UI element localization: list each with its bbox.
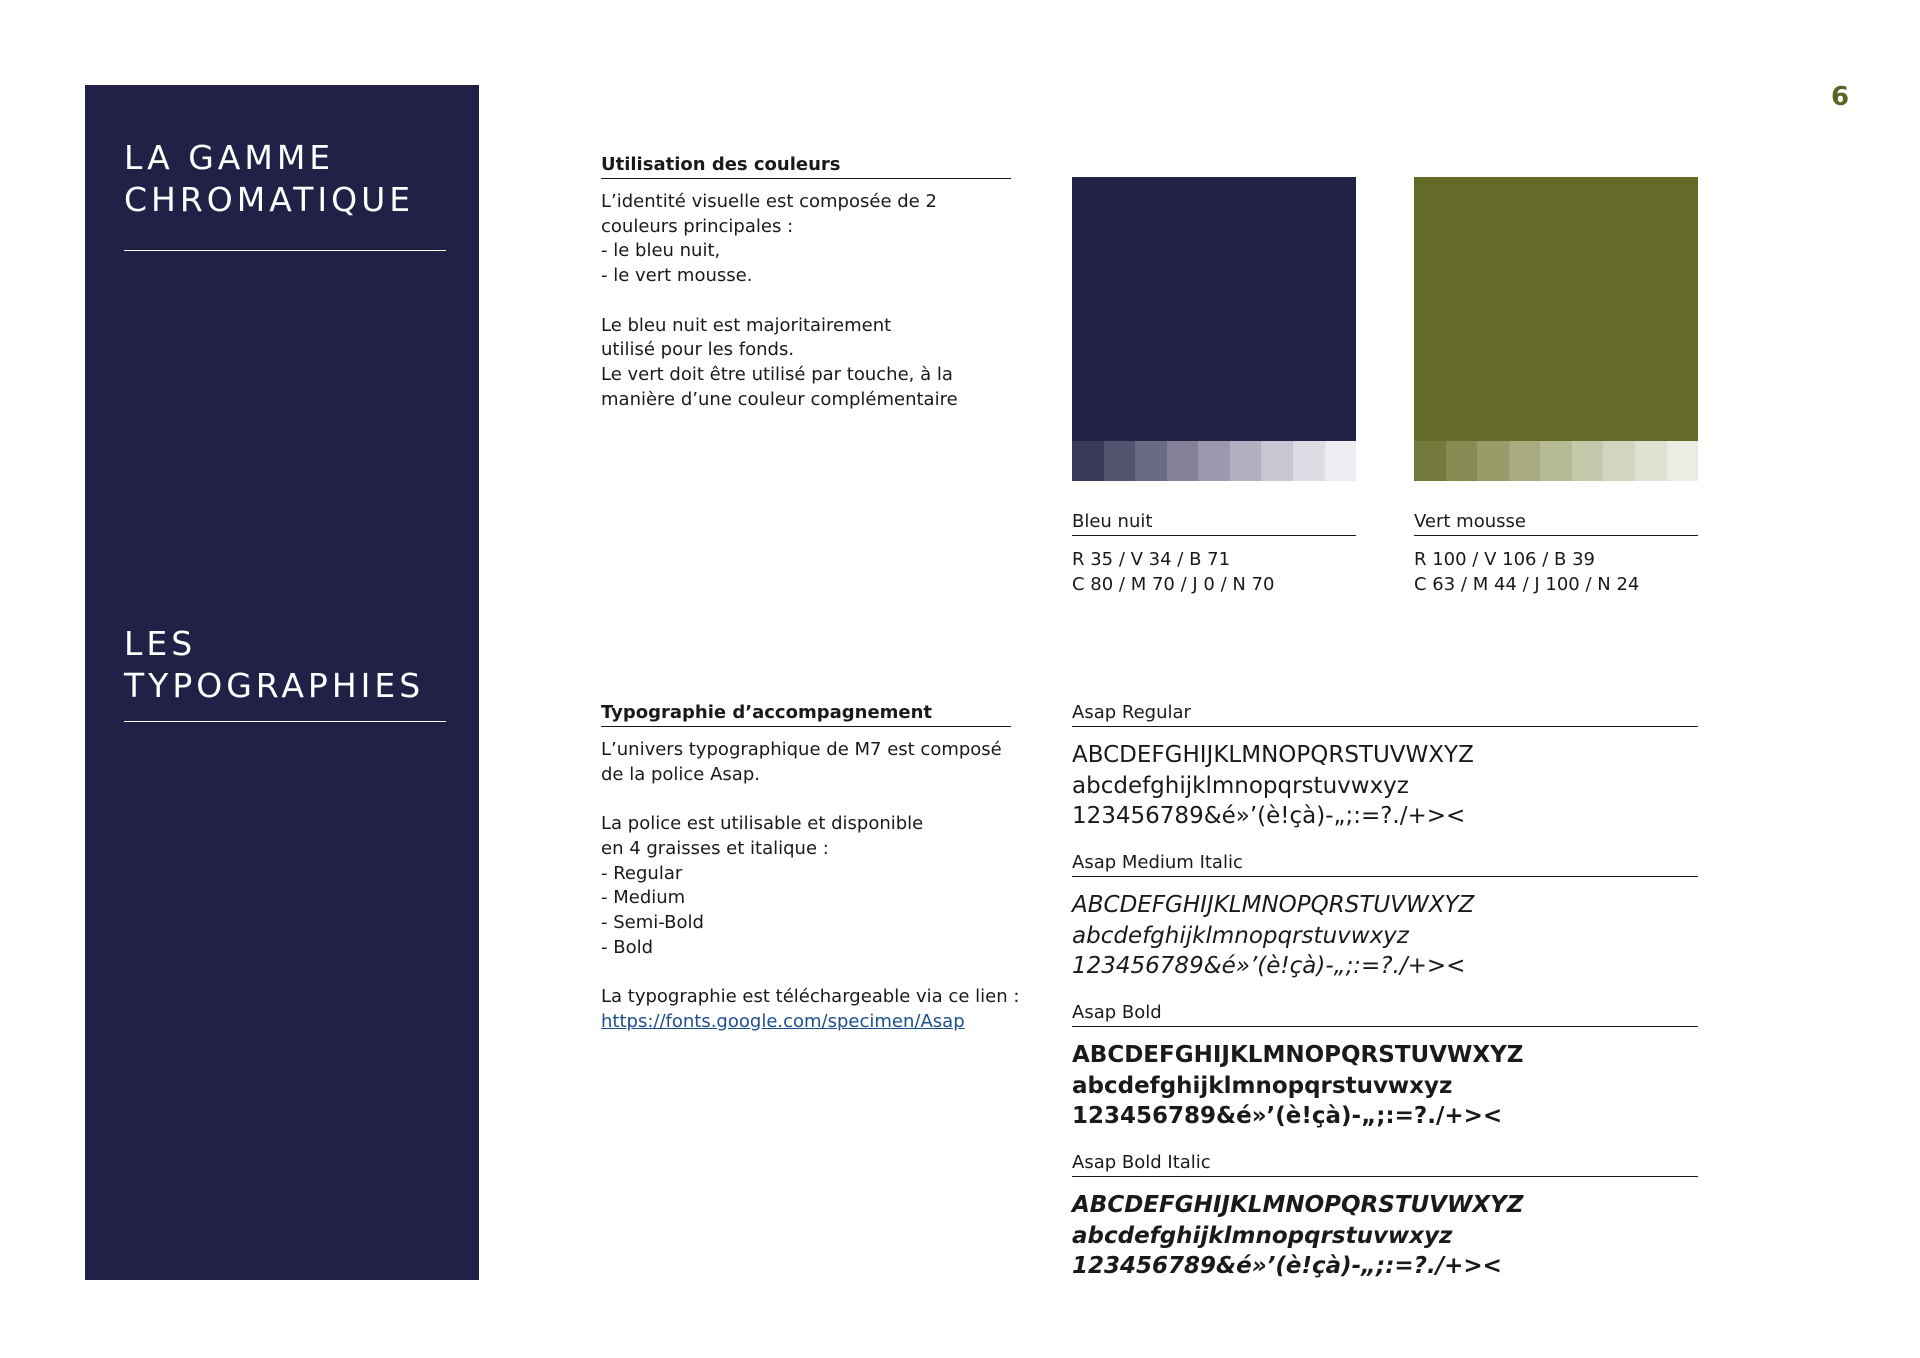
text-line: - Semi-Bold — [601, 911, 704, 933]
specimen-lowercase: abcdefghijklmnopqrstuvwxyz — [1072, 1222, 1453, 1249]
specimen-lowercase: abcdefghijklmnopqrstuvwxyz — [1072, 772, 1409, 799]
section-title-line: CHROMATIQUE — [124, 180, 415, 219]
text-line: - Bold — [601, 936, 654, 958]
text-line: couleurs principales : — [601, 215, 794, 237]
swatch-tints — [1414, 441, 1698, 481]
tint-step — [1135, 441, 1167, 481]
color-swatch-vert-mousse — [1414, 177, 1698, 481]
text-line: Le bleu nuit est majoritairement — [601, 314, 892, 336]
font-name-medium-italic: Asap Medium Italic — [1072, 852, 1698, 877]
tint-step — [1446, 441, 1478, 481]
specimen-numbers: 123456789&é»’(è!çà)-„;:=?./+>< — [1072, 803, 1466, 829]
text-line: La police est utilisable et disponible — [601, 813, 924, 835]
tint-step — [1477, 441, 1509, 481]
font-name-bold: Asap Bold — [1072, 1002, 1698, 1027]
color-swatch-bleu-nuit — [1072, 177, 1356, 481]
rgb-value: R 35 / V 34 / B 71 — [1072, 549, 1231, 570]
section-title-chromatic — [124, 137, 414, 221]
text-line: en 4 graisses et italique : — [601, 837, 829, 859]
specimen-numbers: 123456789&é»’(è!çà)-„;:=?./+>< — [1072, 1253, 1502, 1279]
font-specimen-bold — [1072, 1040, 1698, 1132]
tint-step — [1414, 441, 1446, 481]
section-divider — [124, 250, 446, 251]
tint-step — [1167, 441, 1199, 481]
tint-step — [1261, 441, 1293, 481]
text-line: L’univers typographique de M7 est composé — [601, 739, 1002, 760]
font-specimen-medium-italic — [1072, 890, 1698, 982]
cmyk-value: C 80 / M 70 / J 0 / N 70 — [1072, 574, 1275, 595]
specimen-lowercase: abcdefghijklmnopqrstuvwxyz — [1072, 922, 1409, 949]
text-line: utilisé pour les fonds. — [601, 339, 795, 361]
colors-description — [601, 190, 1021, 412]
sidebar-panel — [85, 85, 479, 1280]
text-line: - Medium — [601, 887, 686, 909]
tint-step — [1603, 441, 1635, 481]
swatch-values — [1072, 547, 1356, 597]
page-number: 6 — [1830, 82, 1850, 112]
tint-step — [1540, 441, 1572, 481]
specimen-uppercase: ABCDEFGHIJKLMNOPQRSTUVWXYZ — [1072, 1042, 1524, 1068]
text-line: Le vert doit être utilisé par touche, à la — [601, 363, 953, 385]
swatch-name: Bleu nuit — [1072, 511, 1356, 536]
swatch-main — [1072, 177, 1356, 441]
text-line: La typographie est téléchargeable via ce lien : — [601, 986, 1020, 1007]
section-title-line: LES — [124, 624, 197, 663]
tint-step — [1635, 441, 1667, 481]
swatch-values — [1414, 547, 1698, 597]
tint-step — [1572, 441, 1604, 481]
text-line: manière d’une couleur complémentaire — [601, 388, 958, 410]
font-download-link[interactable]: https://fonts.google.com/specimen/Asap — [601, 1010, 965, 1032]
cmyk-value: C 63 / M 44 / J 100 / N 24 — [1414, 574, 1640, 595]
text-line: - Regular — [601, 862, 683, 884]
tint-step — [1072, 441, 1104, 481]
font-specimen-bold-italic — [1072, 1190, 1698, 1282]
text-line: - le bleu nuit, — [601, 240, 721, 262]
font-specimen-regular — [1072, 740, 1698, 832]
specimen-numbers: 123456789&é»’(è!çà)-„;:=?./+>< — [1072, 953, 1466, 979]
text-line: - le vert mousse. — [601, 265, 753, 287]
tint-step — [1104, 441, 1136, 481]
specimen-uppercase: ABCDEFGHIJKLMNOPQRSTUVWXYZ — [1072, 892, 1475, 918]
specimen-lowercase: abcdefghijklmnopqrstuvwxyz — [1072, 1072, 1453, 1099]
text-line: de la police Asap. — [601, 763, 760, 785]
tint-step — [1230, 441, 1262, 481]
specimen-numbers: 123456789&é»’(è!çà)-„;:=?./+>< — [1072, 1103, 1503, 1129]
tint-step — [1509, 441, 1541, 481]
specimen-uppercase: ABCDEFGHIJKLMNOPQRSTUVWXYZ — [1072, 1192, 1524, 1218]
typography-heading: Typographie d’accompagnement — [601, 702, 1011, 727]
typography-description — [601, 738, 1021, 1034]
font-name-bold-italic: Asap Bold Italic — [1072, 1152, 1698, 1177]
swatch-main — [1414, 177, 1698, 441]
tint-step — [1325, 441, 1357, 481]
tint-step — [1198, 441, 1230, 481]
swatch-tints — [1072, 441, 1356, 481]
section-divider — [124, 721, 446, 722]
swatch-name: Vert mousse — [1414, 511, 1698, 536]
specimen-uppercase: ABCDEFGHIJKLMNOPQRSTUVWXYZ — [1072, 742, 1474, 768]
section-title-line: TYPOGRAPHIES — [124, 666, 425, 705]
rgb-value: R 100 / V 106 / B 39 — [1414, 549, 1595, 570]
text-line: L’identité visuelle est composée de 2 — [601, 191, 937, 212]
tint-step — [1293, 441, 1325, 481]
section-title-typography — [124, 623, 424, 707]
section-title-line: LA GAMME — [124, 138, 335, 177]
tint-step — [1667, 441, 1699, 481]
colors-heading: Utilisation des couleurs — [601, 154, 1011, 179]
font-name-regular: Asap Regular — [1072, 702, 1698, 727]
